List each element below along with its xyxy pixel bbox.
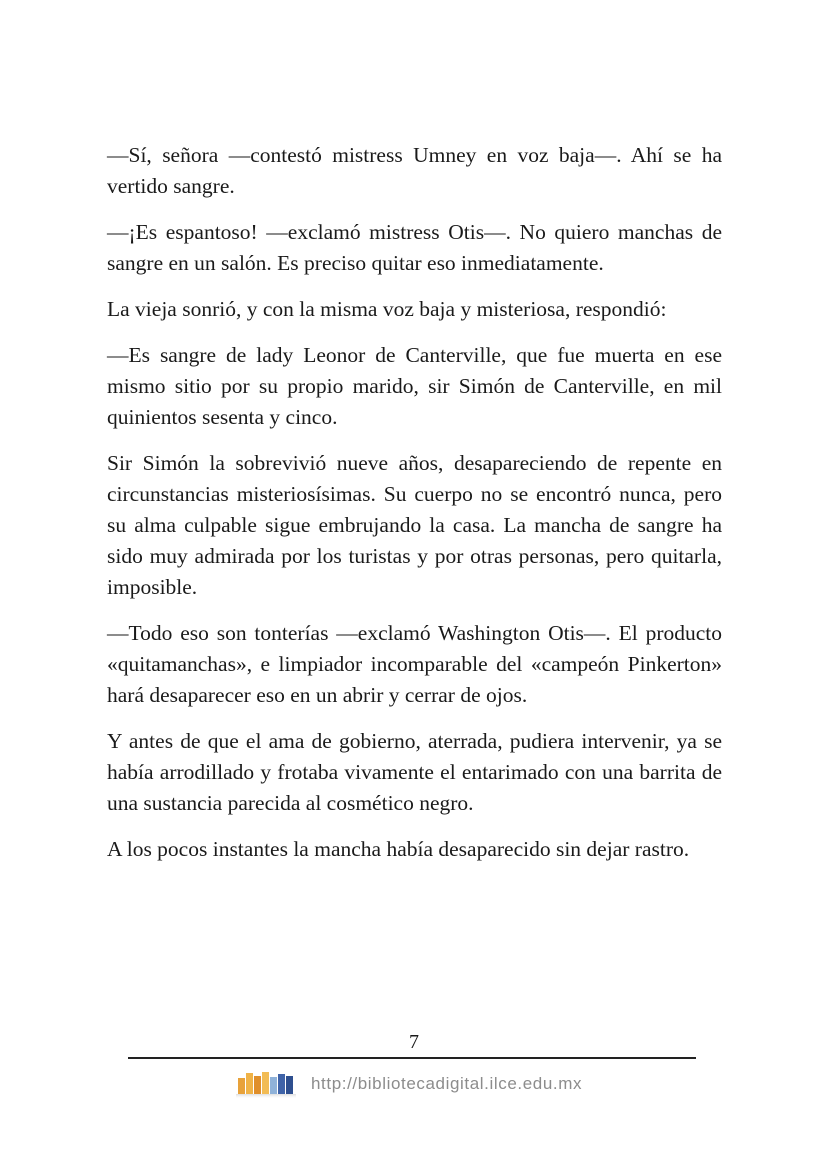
paragraph: —Es sangre de lady Leonor de Canterville, que fue muerta en ese mismo sitio por su propio marido, sir Simón de Canterville, en mil quinientos sesenta y cinco. [107, 343, 722, 429]
paragraph: La vieja sonrió, y con la misma voz baja y misteriosa, respondió: [107, 297, 667, 321]
page-body [107, 140, 722, 880]
footer [234, 1068, 582, 1100]
footer-rule [128, 1057, 696, 1059]
paragraph: A los pocos instantes la mancha había desaparecido sin dejar rastro. [107, 837, 690, 861]
paragraph: —Sí, señora —contestó mistress Umney en voz baja—. Ahí se ha vertido sangre. [107, 143, 722, 198]
paragraph: —¡Es espantoso! —exclamó mistress Otis—. No quiero manchas de sangre en un salón. Es preciso quitar eso inmediatamente. [107, 220, 722, 275]
page-number: 7 [409, 1031, 419, 1053]
footer-url[interactable]: http://bibliotecadigital.ilce.edu.mx [311, 1074, 583, 1093]
paragraph: Sir Simón la sobrevivió nueve años, desapareciendo de repente en circunstancias misteriosísimas. Su cuerpo no se encontró nunca, pero su alma culpable sigue embrujando la casa. La mancha de sangre ha sido muy admirada por los turistas y por otras personas, pero quitarla, imposible. [107, 451, 722, 599]
paragraph: Y antes de que el ama de gobierno, aterrada, pudiera intervenir, ya se había arrodillado y frotaba vivamente el entarimado con una barrita de una sustancia parecida al cosmético negro. [107, 729, 722, 815]
books-logo-icon [234, 1068, 304, 1100]
paragraph: —Todo eso son tonterías —exclamó Washington Otis—. El producto «quitamanchas», e limpiador incomparable del «campeón Pinkerton» hará desaparecer eso en un abrir y cerrar de ojos. [107, 621, 722, 707]
